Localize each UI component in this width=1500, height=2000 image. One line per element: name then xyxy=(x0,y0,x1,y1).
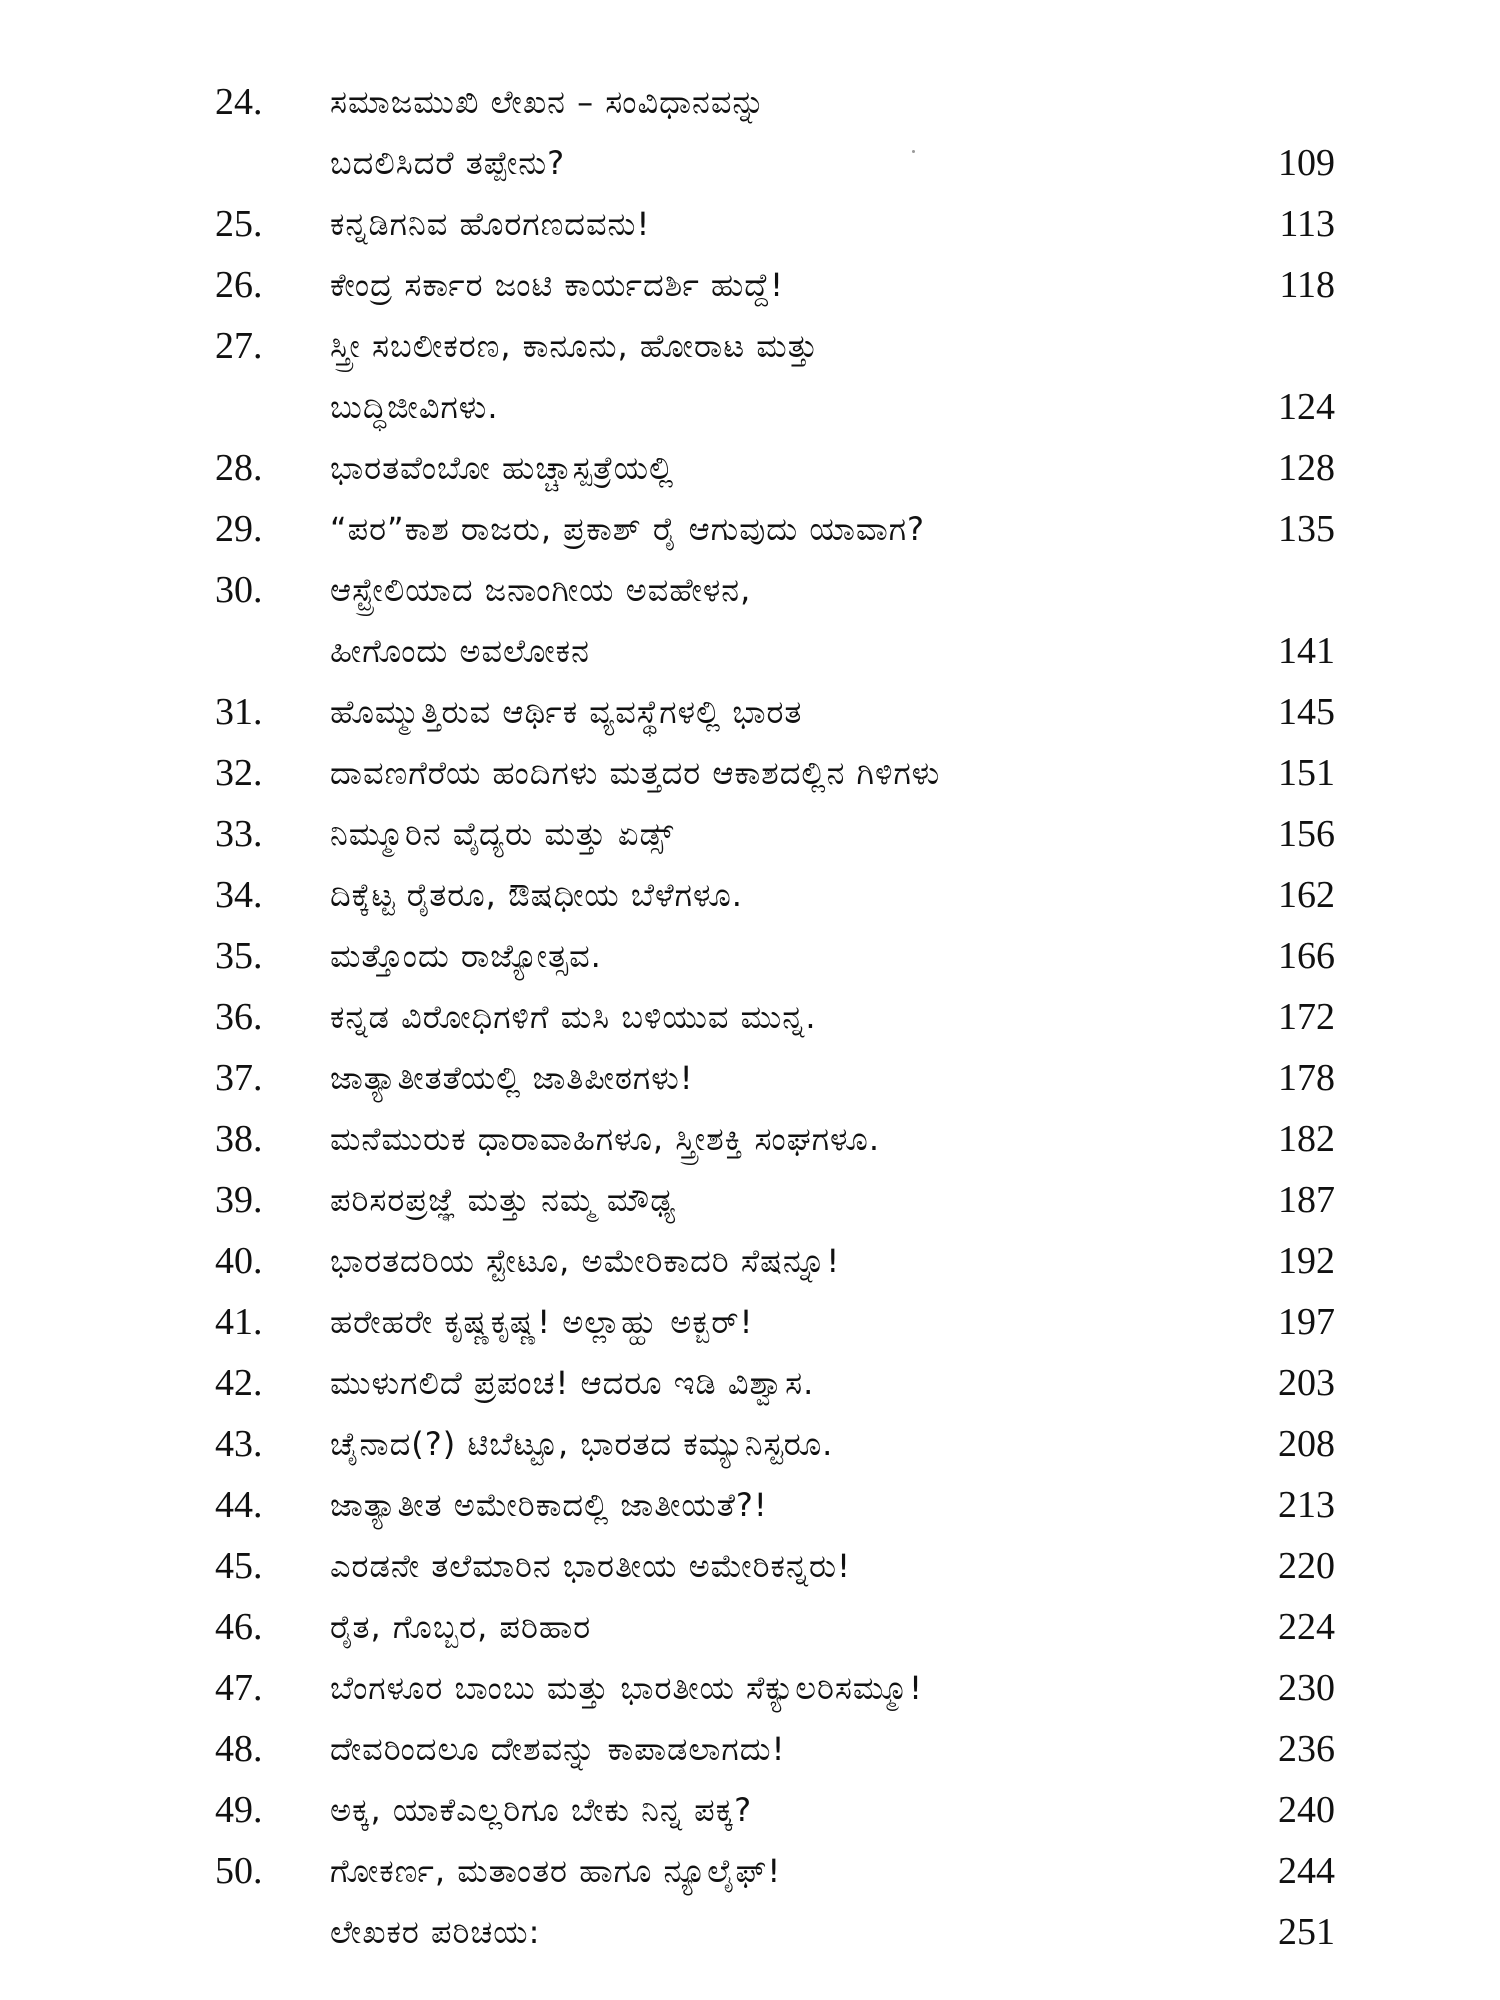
entry-number: 49. xyxy=(215,1789,263,1831)
entry-page-number: 192 xyxy=(1278,1240,1335,1282)
entry-title: ದಿಕ್ಕೆಟ್ಟ ರೈತರೂ, ಔಷಧೀಯ ಬೆಳೆಗಳೂ. xyxy=(330,876,743,914)
toc-entry-line xyxy=(215,1475,1335,1536)
toc-entry-line xyxy=(215,1597,1335,1658)
entry-page-number: 251 xyxy=(1278,1911,1335,1953)
entry-title: ಹೀಗೊಂದು ಅವಲೋಕನ xyxy=(330,632,590,670)
toc-entry xyxy=(215,560,1335,682)
toc-entry xyxy=(215,1353,1335,1414)
toc-entry-line xyxy=(215,926,1335,987)
toc-entry xyxy=(215,1109,1335,1170)
entry-page-number: 240 xyxy=(1278,1789,1335,1831)
toc-entry xyxy=(215,1475,1335,1536)
toc-entry xyxy=(215,682,1335,743)
toc-entry-line xyxy=(215,377,1335,438)
toc-entry xyxy=(215,1536,1335,1597)
entry-title: ಚೈನಾದ(?) ಟಿಬೆಟ್ಟೂ, ಭಾರತದ ಕಮ್ಯುನಿಸ್ಟರೂ. xyxy=(330,1425,834,1463)
entry-title: ಬೆಂಗಳೂರ ಬಾಂಬು ಮತ್ತು ಭಾರತೀಯ ಸೆಕ್ಯುಲರಿಸಮ್ಮೂ! xyxy=(330,1669,923,1707)
entry-number: 40. xyxy=(215,1240,263,1282)
entry-title: ಸಮಾಜಮುಖಿ ಲೇಖನ – ಸಂವಿಧಾನವನ್ನು xyxy=(330,83,766,121)
toc-entry-line xyxy=(215,1841,1335,1902)
entry-page-number: 172 xyxy=(1278,996,1335,1038)
toc-entry xyxy=(215,1658,1335,1719)
toc-entry-line xyxy=(215,1414,1335,1475)
entry-page-number: 187 xyxy=(1278,1179,1335,1221)
entry-page-number: 135 xyxy=(1278,508,1335,550)
entry-number: 41. xyxy=(215,1301,263,1343)
entry-page-number: 178 xyxy=(1278,1057,1335,1099)
entry-number: 30. xyxy=(215,569,263,611)
entry-title: ಕನ್ನಡಿಗನಿವ ಹೊರಗಣದವನು! xyxy=(330,205,651,243)
entry-page-number: 109 xyxy=(1278,142,1335,184)
entry-number: 38. xyxy=(215,1118,263,1160)
entry-page-number: 156 xyxy=(1278,813,1335,855)
table-of-contents xyxy=(215,72,1335,1963)
entry-title: ಅಕ್ಕ, ಯಾಕೆಎಲ್ಲರಿಗೂ ಬೇಕು ನಿನ್ನ ಪಕ್ಕ? xyxy=(330,1791,753,1829)
toc-entry-line xyxy=(215,438,1335,499)
entry-title: ರೈತ, ಗೊಬ್ಬರ, ಪರಿಹಾರ xyxy=(330,1608,592,1646)
entry-number: 36. xyxy=(215,996,263,1038)
toc-entry xyxy=(215,1231,1335,1292)
entry-number: 31. xyxy=(215,691,263,733)
entry-page-number: 208 xyxy=(1278,1423,1335,1465)
entry-number: 43. xyxy=(215,1423,263,1465)
toc-entry xyxy=(215,1597,1335,1658)
toc-entry-line xyxy=(215,1109,1335,1170)
entry-title: “ಪರ”ಕಾಶ ರಾಜರು, ಪ್ರಕಾಶ್ ರೈ ಆಗುವುದು ಯಾವಾಗ? xyxy=(330,510,926,548)
toc-entry-line xyxy=(215,255,1335,316)
toc-entry xyxy=(215,499,1335,560)
entry-title: ಹೊಮ್ಮುತ್ತಿರುವ ಆರ್ಥಿಕ ವ್ಯವಸ್ಥೆಗಳಲ್ಲಿ ಭಾರತ xyxy=(330,693,803,731)
entry-title: ಮುಳುಗಲಿದೆ ಪ್ರಪಂಚ! ಆದರೂ ಇಡಿ ವಿಶ್ವಾಸ. xyxy=(330,1364,815,1402)
entry-number: 37. xyxy=(215,1057,263,1099)
entry-title: ಭಾರತದರಿಯ ಸ್ಟೇಟೂ, ಅಮೇರಿಕಾದರಿ ಸೆಷನ್ನೂ! xyxy=(330,1242,841,1280)
toc-entry xyxy=(215,1841,1335,1902)
toc-entry-line xyxy=(215,1170,1335,1231)
entry-title: ಕನ್ನಡ ವಿರೋಧಿಗಳಿಗೆ ಮಸಿ ಬಳಿಯುವ ಮುನ್ನ. xyxy=(330,998,817,1036)
toc-entry-line xyxy=(215,865,1335,926)
toc-entry xyxy=(215,1902,1335,1963)
toc-entry xyxy=(215,743,1335,804)
entry-number: 29. xyxy=(215,508,263,550)
toc-entry-line xyxy=(215,133,1335,194)
entry-title: ಆಸ್ಟ್ರೇಲಿಯಾದ ಜನಾಂಗೀಯ ಅವಹೇಳನ, xyxy=(330,571,752,609)
entry-page-number: 182 xyxy=(1278,1118,1335,1160)
entry-number: 39. xyxy=(215,1179,263,1221)
toc-entry xyxy=(215,1048,1335,1109)
entry-number: 35. xyxy=(215,935,263,977)
toc-entry xyxy=(215,1780,1335,1841)
toc-entry-line xyxy=(215,499,1335,560)
entry-page-number: 203 xyxy=(1278,1362,1335,1404)
entry-number: 47. xyxy=(215,1667,263,1709)
toc-entry-line xyxy=(215,1048,1335,1109)
entry-number: 34. xyxy=(215,874,263,916)
entry-page-number: 151 xyxy=(1278,752,1335,794)
entry-title: ಜಾತ್ಯಾತೀತ ಅಮೇರಿಕಾದಲ್ಲಿ ಜಾತೀಯತೆ?! xyxy=(330,1486,768,1524)
toc-entry xyxy=(215,1170,1335,1231)
entry-title: ಭಾರತವೆಂಬೋ ಹುಚ್ಚಾಸ್ಪತ್ರೆಯಲ್ಲಿ xyxy=(330,449,675,487)
entry-page-number: 128 xyxy=(1278,447,1335,489)
entry-page-number: 213 xyxy=(1278,1484,1335,1526)
toc-entry-line xyxy=(215,804,1335,865)
toc-entry-line xyxy=(215,1902,1335,1963)
entry-title: ಗೋಕರ್ಣ, ಮತಾಂತರ ಹಾಗೂ ನ್ಯೂಲೈಫ್! xyxy=(330,1852,782,1890)
toc-entry-line xyxy=(215,1780,1335,1841)
entry-number: 42. xyxy=(215,1362,263,1404)
entry-number: 25. xyxy=(215,203,263,245)
entry-page-number: 197 xyxy=(1278,1301,1335,1343)
entry-number: 26. xyxy=(215,264,263,306)
toc-entry-line xyxy=(215,1719,1335,1780)
toc-entry-line xyxy=(215,1353,1335,1414)
toc-entry xyxy=(215,316,1335,438)
entry-title: ಜಾತ್ಯಾತೀತತೆಯಲ್ಲಿ ಜಾತಿಪೀಠಗಳು! xyxy=(330,1059,694,1097)
toc-entry xyxy=(215,1719,1335,1780)
toc-entry xyxy=(215,438,1335,499)
toc-entry xyxy=(215,1292,1335,1353)
entry-title: ಮನೆಮುರುಕ ಧಾರಾವಾಹಿಗಳೂ, ಸ್ತ್ರೀಶಕ್ತಿ ಸಂಘಗಳೂ. xyxy=(330,1120,881,1158)
entry-number: 27. xyxy=(215,325,263,367)
entry-page-number: 124 xyxy=(1278,386,1335,428)
entry-number: 44. xyxy=(215,1484,263,1526)
toc-entry-line xyxy=(215,987,1335,1048)
toc-entry-line xyxy=(215,560,1335,621)
entry-title: ನಿಮ್ಮೂರಿನ ವೈದ್ಯರು ಮತ್ತು ಏಡ್ಸ್ xyxy=(330,815,675,853)
entry-page-number: 236 xyxy=(1278,1728,1335,1770)
entry-page-number: 244 xyxy=(1278,1850,1335,1892)
entry-number: 24. xyxy=(215,81,263,123)
toc-entry xyxy=(215,1414,1335,1475)
toc-entry-line xyxy=(215,316,1335,377)
entry-number: 48. xyxy=(215,1728,263,1770)
entry-page-number: 141 xyxy=(1278,630,1335,672)
entry-title: ಹರೇಹರೇ ಕೃಷ್ಣಕೃಷ್ಣ! ಅಲ್ಲಾಹ್ಹು ಅಕ್ಬರ್! xyxy=(330,1303,754,1341)
entry-title: ಲೇಖಕರ ಪರಿಚಯ: xyxy=(330,1913,541,1951)
entry-number: 50. xyxy=(215,1850,263,1892)
toc-entry-line xyxy=(215,72,1335,133)
entry-page-number: 220 xyxy=(1278,1545,1335,1587)
entry-title: ದೇವರಿಂದಲೂ ದೇಶವನ್ನು ಕಾಪಾಡಲಾಗದು! xyxy=(330,1730,786,1768)
entry-title: ದಾವಣಗೆರೆಯ ಹಂದಿಗಳು ಮತ್ತದರ ಆಕಾಶದಲ್ಲಿನ ಗಿಳಿಗಳು xyxy=(330,754,941,792)
toc-entry-line xyxy=(215,194,1335,255)
entry-number: 28. xyxy=(215,447,263,489)
toc-entry-line xyxy=(215,621,1335,682)
entry-title: ಮತ್ತೊಂದು ರಾಜ್ಯೋತ್ಸವ. xyxy=(330,937,602,975)
entry-page-number: 118 xyxy=(1279,264,1335,306)
toc-entry xyxy=(215,194,1335,255)
toc-entry xyxy=(215,255,1335,316)
entry-title: ಎರಡನೇ ತಲೆಮಾರಿನ ಭಾರತೀಯ ಅಮೇರಿಕನ್ನರು! xyxy=(330,1547,851,1585)
entry-title: ಸ್ತ್ರೀ ಸಬಲೀಕರಣ, ಕಾನೂನು, ಹೋರಾಟ ಮತ್ತು xyxy=(330,327,819,365)
entry-title: ಕೇಂದ್ರ ಸರ್ಕಾರ ಜಂಟಿ ಕಾರ್ಯದರ್ಶಿ ಹುದ್ದೆ! xyxy=(330,266,784,304)
toc-entry xyxy=(215,804,1335,865)
entry-page-number: 166 xyxy=(1278,935,1335,977)
entry-title: ಬದಲಿಸಿದರೆ ತಪ್ಪೇನು? xyxy=(330,144,566,182)
entry-number: 45. xyxy=(215,1545,263,1587)
entry-number: 32. xyxy=(215,752,263,794)
entry-page-number: 162 xyxy=(1278,874,1335,916)
toc-entry-line xyxy=(215,1658,1335,1719)
toc-entry-line xyxy=(215,682,1335,743)
entry-page-number: 230 xyxy=(1278,1667,1335,1709)
entry-number: 33. xyxy=(215,813,263,855)
entry-page-number: 113 xyxy=(1279,203,1335,245)
toc-entry-line xyxy=(215,743,1335,804)
entry-number: 46. xyxy=(215,1606,263,1648)
entry-page-number: 145 xyxy=(1278,691,1335,733)
toc-entry-line xyxy=(215,1292,1335,1353)
entry-page-number: 224 xyxy=(1278,1606,1335,1648)
entry-title: ಪರಿಸರಪ್ರಜ್ಞೆ ಮತ್ತು ನಮ್ಮ ಮೌಢ್ಯ xyxy=(330,1181,676,1219)
toc-entry-line xyxy=(215,1231,1335,1292)
toc-entry xyxy=(215,865,1335,926)
toc-entry xyxy=(215,926,1335,987)
toc-entry-line xyxy=(215,1536,1335,1597)
toc-entry xyxy=(215,72,1335,194)
entry-title: ಬುದ್ಧಿಜೀವಿಗಳು. xyxy=(330,388,499,426)
toc-entry xyxy=(215,987,1335,1048)
